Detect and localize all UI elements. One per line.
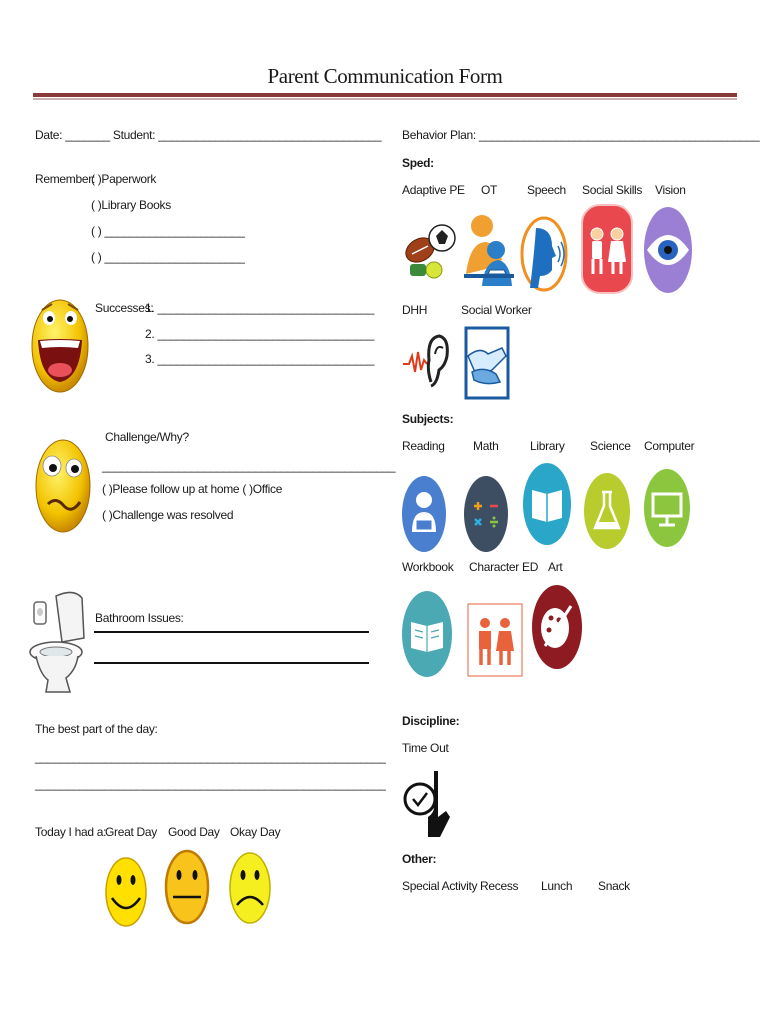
sped-heading: Sped:	[402, 156, 434, 170]
ear-icon[interactable]	[401, 330, 449, 392]
palette-icon[interactable]	[531, 584, 583, 670]
subject-computer-label: Computer	[644, 439, 695, 453]
title-rule-shadow	[33, 98, 737, 100]
challenge-option-follow-up[interactable]: ( )Please follow up at home ( )Office	[102, 482, 283, 496]
best-part-label: The best part of the day:	[35, 722, 158, 736]
other-lunch-label: Lunch	[541, 879, 573, 893]
bathroom-line-2[interactable]	[94, 662, 369, 664]
okay-day-frown-face-icon[interactable]	[228, 851, 272, 925]
sped-vision-label: Vision	[655, 183, 686, 197]
other-heading: Other:	[402, 852, 437, 866]
subject-math-label: Math	[473, 439, 499, 453]
behavior-plan-line[interactable]: Behavior Plan: ____________________________________________	[402, 128, 760, 142]
remember-item-paperwork[interactable]: ( )Paperwork	[91, 172, 157, 186]
hand-clock-icon[interactable]	[400, 767, 452, 839]
sped-social-worker-label: Social Worker	[461, 303, 532, 317]
flask-icon[interactable]	[583, 472, 631, 550]
success-line-1[interactable]: 1. __________________________________	[145, 301, 375, 315]
other-recess-label: Recess	[480, 879, 519, 893]
subject-art-label: Art	[548, 560, 563, 574]
math-operators-icon[interactable]	[464, 476, 508, 552]
best-part-line-1[interactable]: _______________________________________________________	[35, 750, 386, 764]
sped-speech-label: Speech	[527, 183, 566, 197]
sped-adaptive-pe-label: Adaptive PE	[402, 183, 465, 197]
other-snack-label: Snack	[598, 879, 630, 893]
challenge-line[interactable]: ______________________________________________	[102, 459, 396, 473]
remember-item-library-books[interactable]: ( )Library Books	[91, 198, 171, 212]
other-special-activity-label: Special Activity	[402, 879, 478, 893]
eye-icon[interactable]	[643, 206, 693, 294]
laughing-face-icon	[30, 290, 90, 394]
success-line-2[interactable]: 2. __________________________________	[145, 327, 375, 341]
writing-child-icon[interactable]	[462, 212, 516, 286]
okay-day-label: Okay Day	[230, 825, 281, 839]
today-label: Today I had a:	[35, 825, 107, 839]
handshake-icon[interactable]	[464, 326, 510, 400]
children-pair-icon[interactable]	[581, 204, 633, 294]
challenge-label: Challenge/Why?	[105, 430, 189, 444]
book-icon[interactable]	[522, 462, 572, 546]
toilet-icon	[26, 588, 94, 696]
sports-balls-icon[interactable]	[402, 214, 456, 280]
subject-library-label: Library	[530, 439, 565, 453]
best-part-line-2[interactable]: _______________________________________________________	[35, 777, 386, 791]
date-student-line[interactable]: Date: _______ Student: ___________________________________	[35, 128, 382, 142]
subject-science-label: Science	[590, 439, 631, 453]
sped-ot-label: OT	[481, 183, 498, 197]
great-day-smiley-icon[interactable]	[104, 856, 148, 928]
friends-icon[interactable]	[467, 603, 523, 677]
bathroom-issues-label: Bathroom Issues:	[95, 611, 184, 625]
good-day-label: Good Day	[168, 825, 220, 839]
good-day-neutral-face-icon[interactable]	[164, 849, 210, 925]
remember-item-blank-2[interactable]: ( ) ______________________	[91, 250, 245, 264]
speaking-head-icon[interactable]	[520, 216, 568, 292]
bathroom-line-1[interactable]	[94, 631, 369, 633]
great-day-label: Great Day	[105, 825, 157, 839]
subjects-heading: Subjects:	[402, 412, 454, 426]
subject-workbook-label: Workbook	[402, 560, 454, 574]
sped-dhh-label: DHH	[402, 303, 428, 317]
sped-social-skills-label: Social Skills	[582, 183, 643, 197]
monitor-icon[interactable]	[643, 468, 691, 548]
subject-reading-label: Reading	[402, 439, 445, 453]
form-title: Parent Communication Form	[267, 64, 503, 88]
title-rule	[33, 93, 737, 97]
challenge-option-resolved[interactable]: ( )Challenge was resolved	[102, 508, 234, 522]
discipline-heading: Discipline:	[402, 714, 460, 728]
subject-character-ed-label: Character ED	[469, 560, 539, 574]
discipline-time-out-label: Time Out	[402, 741, 449, 755]
reading-child-icon[interactable]	[402, 476, 446, 552]
success-line-3[interactable]: 3. __________________________________	[145, 352, 375, 366]
workbook-icon[interactable]	[401, 590, 453, 678]
worried-face-icon	[34, 436, 92, 536]
successes-label: Successes:	[95, 301, 154, 315]
remember-label: Remember:	[35, 172, 95, 186]
remember-item-blank-1[interactable]: ( ) ______________________	[91, 224, 245, 238]
